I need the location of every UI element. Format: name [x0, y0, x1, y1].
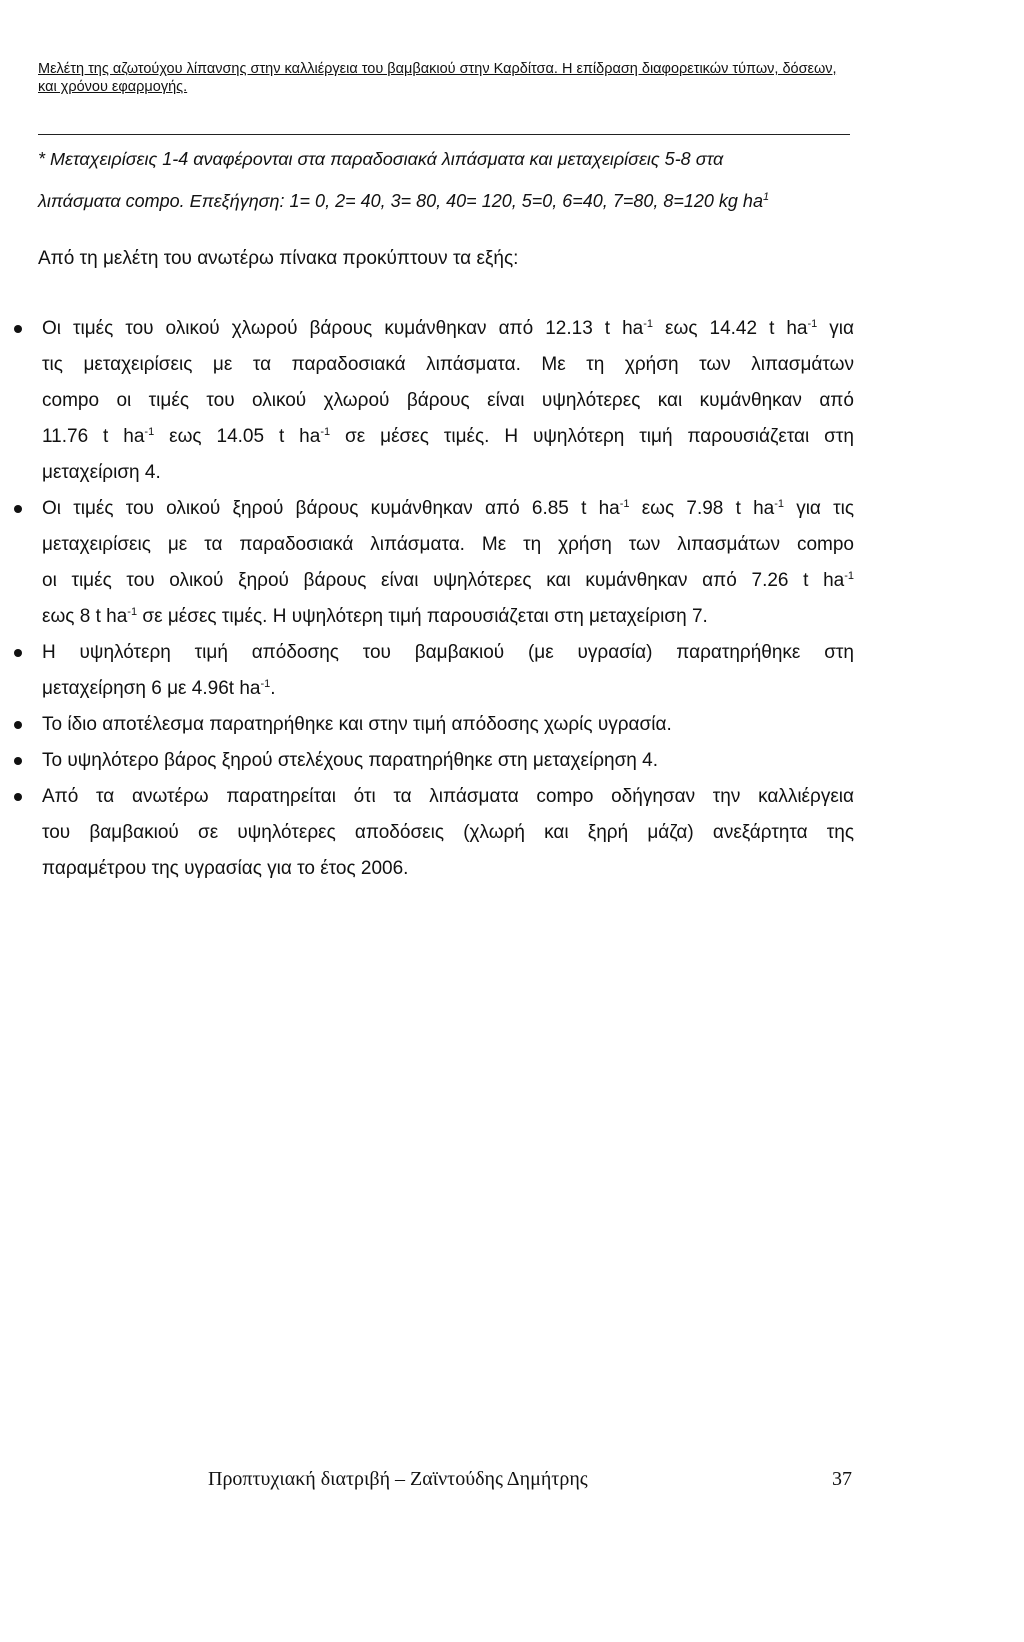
- bullet-icon: [14, 505, 22, 513]
- unit-exponent: -1: [844, 570, 854, 582]
- text-span: σε μέσες τιμές. Η υψηλότερη τιμή παρουσιάζεται στη: [330, 426, 854, 447]
- running-header: Μελέτη της αζωτούχου λίπανσης στην καλλιέργεια του βαμβακιού στην Καρδίτσα. Η επίδραση διαφορετικών τύπων, δόσεων, και χρόνου εφαρμογής.: [38, 61, 837, 95]
- finding-line: τις μεταχειρίσεις με τα παραδοσιακά λιπάσματα. Με τη χρήση των λιπασμάτων: [42, 354, 854, 375]
- footnote-line-1: * Μεταχειρίσεις 1-4 αναφέρονται στα παραδοσιακά λιπάσματα και μεταχειρίσεις 5-8 στα: [38, 149, 724, 169]
- unit-exponent: -1: [643, 318, 654, 330]
- page-number: 37: [832, 1468, 852, 1490]
- unit-exponent: -1: [127, 606, 138, 618]
- footnote-line-2: [38, 180, 850, 222]
- text-span: Οι τιμές του ολικού ξηρού βάρους κυμάνθηκαν από 6.85 t ha: [42, 498, 620, 519]
- text-span: 11.76 t ha: [42, 426, 145, 447]
- bullet-icon: [14, 325, 22, 333]
- unit-exponent: -1: [260, 678, 271, 690]
- text-span: οι τιμές του ολικού ξηρού βάρους είναι υψηλότερες και κυμάνθηκαν από 7.26 t ha: [42, 570, 845, 591]
- finding-line: μεταχειρίσεις με τα παραδοσιακά λιπάσματα. Με τη χρήση των λιπασμάτων compo: [42, 534, 854, 555]
- finding-line: [42, 491, 854, 527]
- finding-line: [42, 311, 854, 347]
- finding-conclusion: [0, 779, 854, 887]
- bullet-icon: [14, 793, 22, 801]
- table-footnote: [38, 138, 850, 222]
- footnote-line-2-text: λιπάσματα compo. Επεξήγηση: 1= 0, 2= 40, 3= 80, 40= 120, 5=0, 6=40, 7=80, 8=120 kg ha: [38, 191, 763, 211]
- findings-list: [0, 311, 1024, 887]
- finding-fresh-weight: [0, 311, 854, 491]
- text-span: εως 7.98 t ha: [629, 498, 775, 519]
- unit-exponent: -1: [144, 426, 155, 438]
- unit-exponent: -1: [774, 498, 784, 510]
- text-span: .: [270, 678, 276, 699]
- finding-yield-moisture: [0, 635, 854, 707]
- finding-line: Το υψηλότερο βάρος ξηρού στελέχους παρατηρήθηκε στη μεταχείρηση 4.: [42, 750, 658, 771]
- finding-line: Το ίδιο αποτέλεσμα παρατηρήθηκε και στην τιμή απόδοσης χωρίς υγρασία.: [42, 714, 672, 735]
- footnote-superscript: 1: [762, 191, 770, 203]
- text-span: για: [817, 318, 854, 339]
- bullet-icon: [14, 649, 22, 657]
- finding-line: compo οι τιμές του ολικού χλωρού βάρους είναι υψηλότερες και κυμάνθηκαν από: [42, 390, 854, 411]
- bullet-icon: [14, 721, 22, 729]
- intro-paragraph: Από τη μελέτη του ανωτέρω πίνακα προκύπτουν τα εξής:: [38, 248, 519, 269]
- finding-line: παραμέτρου της υγρασίας για το έτος 2006.: [42, 858, 409, 879]
- finding-yield-dry: [0, 707, 854, 743]
- unit-exponent: -1: [807, 318, 818, 330]
- finding-line: [42, 671, 854, 707]
- finding-line: [42, 599, 854, 635]
- text-span: εως 14.42 t ha: [653, 318, 808, 339]
- header-divider: [38, 134, 850, 135]
- finding-line: [42, 419, 854, 455]
- text-span: εως 8 t ha: [42, 606, 128, 627]
- footer-title: Προπτυχιακή διατριβή – Ζαϊντούδης Δημήτρης: [208, 1468, 588, 1490]
- finding-line: Από τα ανωτέρω παρατηρείται ότι τα λιπάσματα compo οδήγησαν την καλλιέργεια: [42, 786, 854, 807]
- finding-dry-weight: [0, 491, 854, 635]
- text-span: για τις: [783, 498, 854, 519]
- finding-line: Η υψηλότερη τιμή απόδοσης του βαμβακιού (με υγρασία) παρατηρήθηκε στη: [42, 642, 854, 663]
- unit-exponent: -1: [619, 498, 630, 510]
- finding-stem-weight: [0, 743, 854, 779]
- text-span: σε μέσες τιμές. Η υψηλότερη τιμή παρουσιάζεται στη μεταχείριση 7.: [137, 606, 708, 627]
- bullet-icon: [14, 757, 22, 765]
- unit-exponent: -1: [320, 426, 331, 438]
- text-span: Οι τιμές του ολικού χλωρού βάρους κυμάνθηκαν από 12.13 t ha: [42, 318, 644, 339]
- text-span: εως 14.05 t ha: [154, 426, 321, 447]
- finding-line: του βαμβακιού σε υψηλότερες αποδόσεις (χλωρή και ξηρή μάζα) ανεξάρτητα της: [42, 822, 854, 843]
- finding-line: [42, 563, 854, 599]
- text-span: μεταχείρηση 6 με 4.96t ha: [42, 678, 261, 699]
- finding-line: μεταχείριση 4.: [42, 462, 161, 483]
